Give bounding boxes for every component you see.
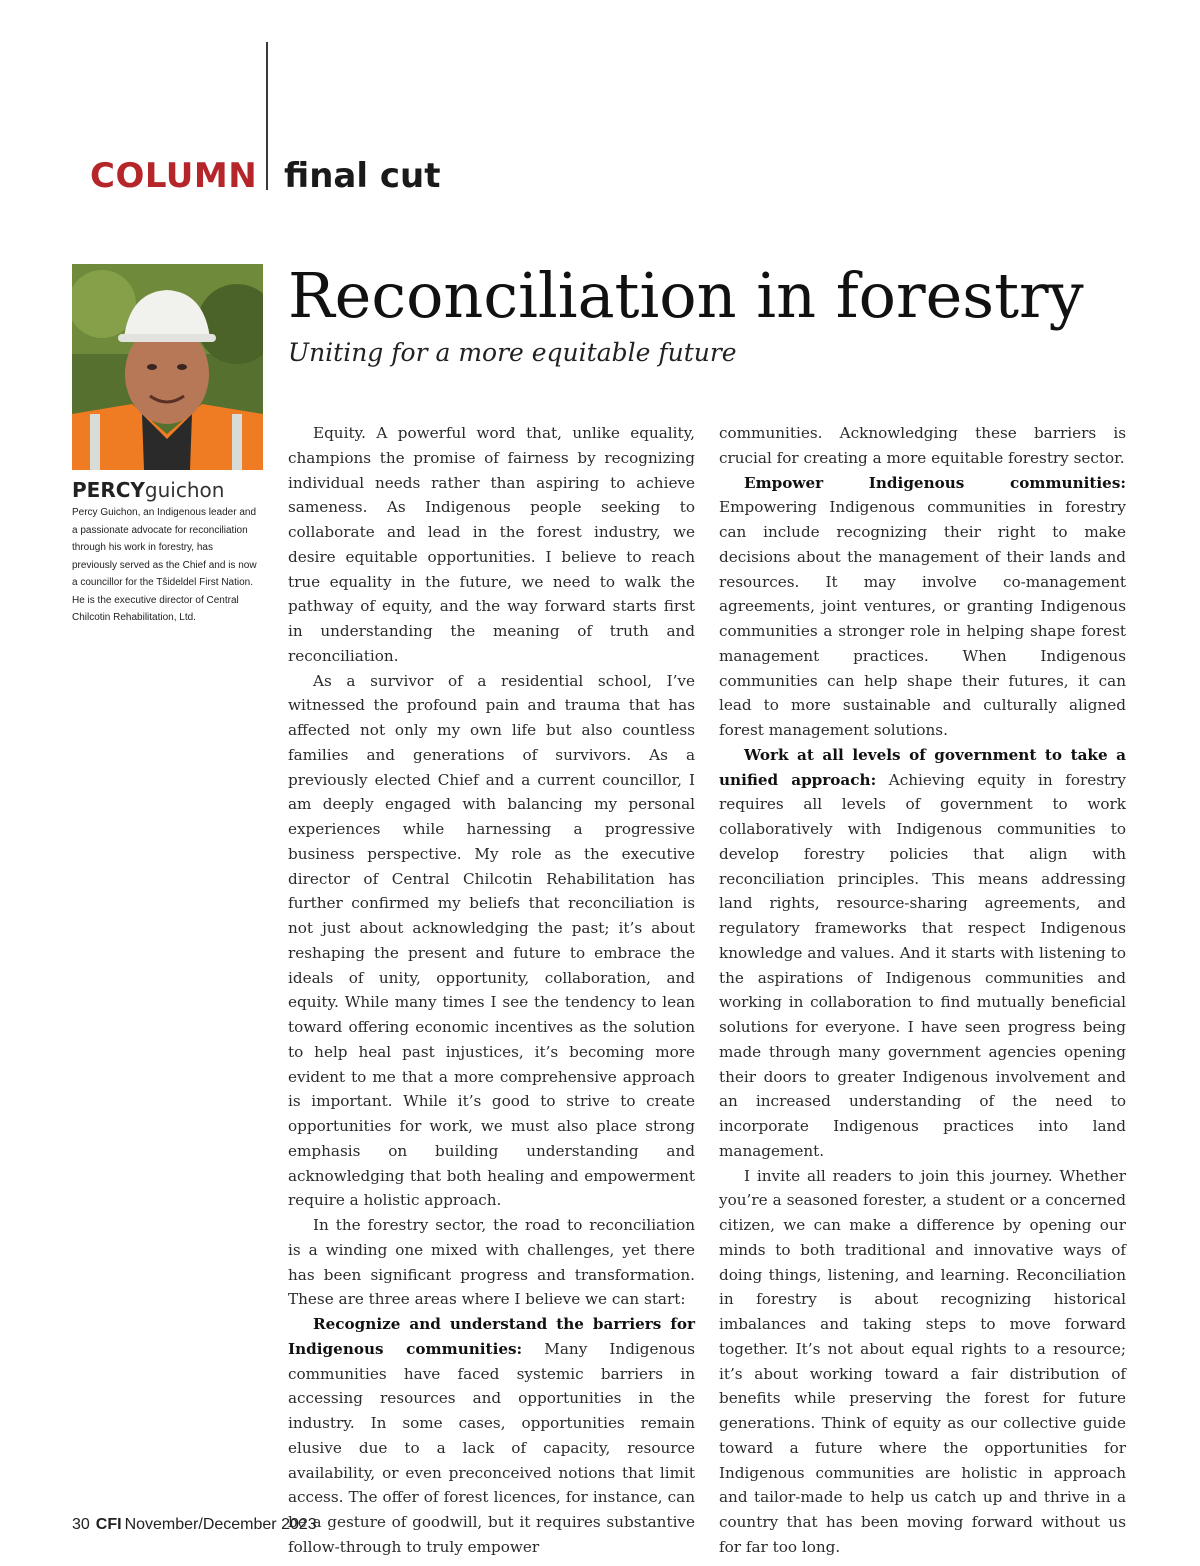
header-divider [266, 42, 268, 190]
author-portrait-icon [72, 264, 263, 470]
column-name: final cut [284, 156, 441, 196]
paragraph-lead: Work at all levels of government to take a unified approach: [719, 745, 1126, 789]
body-paragraph: Equity. A powerful word that, unlike equality, champions the promise of fairness by recognizing individual needs rather than aspiring to achieve sameness. As Indigenous people seeking to collaborate and lead in the forest industry, we desire equitable opportunities. I believe to reach true equality in the future, we need to walk the pathway of equity, and the way forward starts first in understanding the meaning of truth and reconciliation. [288, 424, 695, 665]
page-number: 30 [72, 1516, 90, 1533]
body-paragraph: As a survivor of a residential school, I’ve witnessed the profound pain and trauma that has affected not only my own life but also countless families and generations of survivors. As a previously elected Chief and a current councillor, I am deeply engaged with balancing my personal experiences while harnessing a progressive business perspective. My role as the executive director of Central Chilcotin Rehabilitation has further confirmed my beliefs that reconciliation is not just about acknowledging the past; it’s about reshaping the present and future to embrace the ideals of unity, opportunity, collaboration, and equity. While many times I see the tendency to lean toward offering economic incentives as the solution to help heal past injustices, it’s becoming more evident to me that a more comprehensive approach is important. While it’s good to strive to create opportunities for work, we must also place strong emphasis on building understanding and acknowledging that both healing and empowerment require a holistic approach. [288, 671, 695, 1210]
issue-date: November/December 2023 [124, 1516, 317, 1533]
author-name [72, 478, 224, 502]
body-paragraph: communities. Acknowledging these barriers is crucial for creating a more equitable forestry sector. [719, 424, 1126, 467]
article-title: Reconciliation in forestry [288, 259, 1084, 332]
body-paragraph: In the forestry sector, the road to reconciliation is a winding one mixed with challenges, yet there has been significant progress and transformation. These are three areas where I believe we can start: [288, 1216, 695, 1309]
body-paragraph: I invite all readers to join this journey. Whether you’re a seasoned forester, a student or a concerned citizen, we can make a difference by opening our minds to both traditional and innovative ways of doing things, listening, and learning. Reconciliation in forestry is about recognizing historical imbalances and taking steps to move forward together. It’s not about equal rights to a resource; it’s about working toward a fair distribution of benefits while preserving the forest for future generations. Think of equity as our collective guide toward a future where the opportunities for Indigenous communities are holistic in approach and tailor-made to help us catch up and thrive in a country that has been moving forward without us for far too long. [719, 1166, 1126, 1556]
page-footer [72, 1516, 317, 1534]
paragraph-text: Many Indigenous communities have faced systemic barriers in accessing resources and opportunities in the industry. In some cases, opportunities remain elusive due to a lack of capacity, resource availability, or even preconceived notions that limit access. The offer of forest licences, for instance, can be a gesture of goodwill, but it requires substantive follow-through to truly empower [288, 1339, 695, 1556]
paragraph-lead: Empower Indigenous communities: [744, 473, 1126, 492]
body-paragraph [719, 471, 1126, 743]
article-subtitle: Uniting for a more equitable future [288, 338, 737, 367]
author-last-name: guichon [144, 478, 225, 502]
author-bio: Percy Guichon, an Indigenous leader and a passionate advocate for reconciliation through his work in forestry, has previously served as the Chief and is now a councillor for the Tŝideldel First Nation. He is the executive director of Central Chilcotin Rehabilitation, Ltd. [72, 507, 257, 623]
body-paragraph [288, 1312, 695, 1560]
body-paragraph [719, 743, 1126, 1164]
paragraph-lead: Recognize and understand the barriers for Indigenous communities: [288, 1315, 695, 1358]
paragraph-text: Achieving equity in forestry requires all levels of government to work collaboratively with Indigenous communities to develop forestry policies that align with reconciliation principles. This means addressing land rights, resource-sharing agreements, and regulatory frameworks that respect Indigenous knowledge and values. And it starts with listening to the aspirations of Indigenous communities and working in collaboration to find mutually beneficial solutions for everyone. I have seen progress being made through many government agencies opening their doors to greater Indigenous involvement and an increased understanding of the need to incorporate Indigenous practices into land management. [719, 770, 1126, 1160]
publication-name: CFI [95, 1516, 122, 1533]
article-column-right [719, 421, 1126, 1560]
section-label: COLUMN [90, 156, 258, 196]
article-column-left [288, 421, 695, 1560]
author-first-name: PERCY [72, 478, 145, 502]
paragraph-text: Empowering Indigenous communities in forestry can include recognizing their right to make decisions about the management of their lands and resources. It may involve co-management agreements, joint ventures, or granting Indigenous communities a stronger role in helping shape forest management practices. When Indigenous communities can help shape their futures, it can lead to more sustainable and culturally aligned forest management solutions. [719, 498, 1126, 739]
